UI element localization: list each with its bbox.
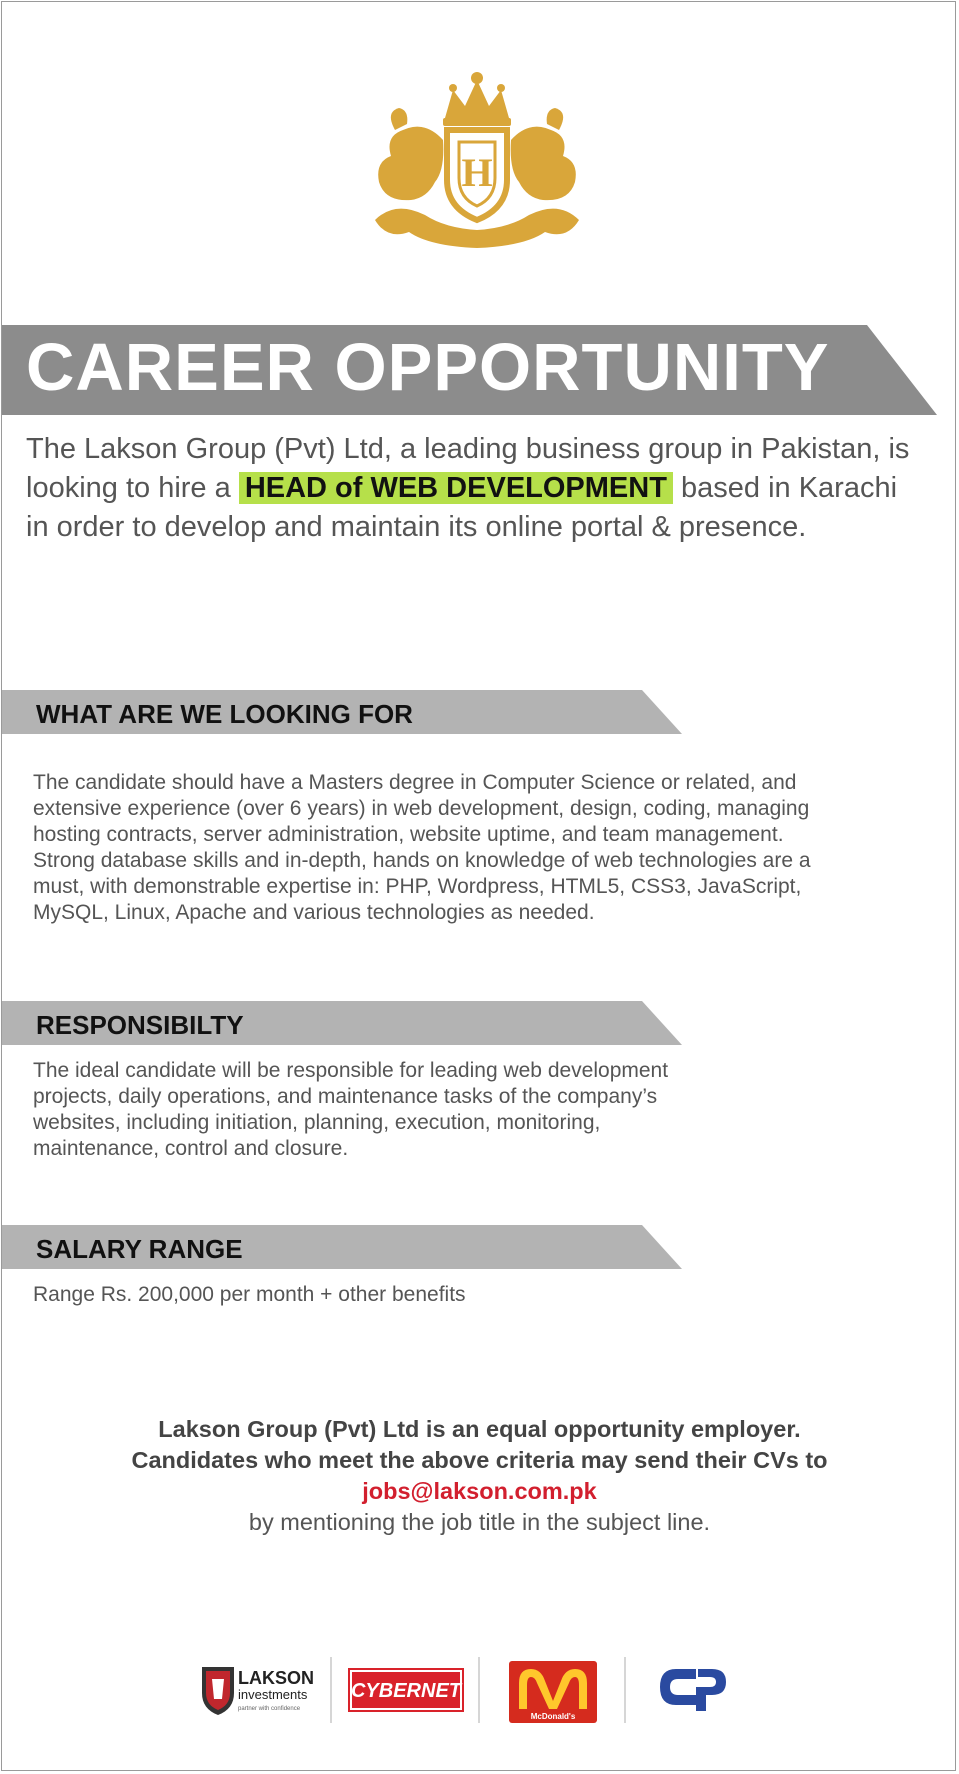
criteria-line: Candidates who meet the above criteria may send their CVs to [131, 1447, 828, 1473]
section-heading: WHAT ARE WE LOOKING FOR [36, 699, 413, 729]
paragraph-line: extensive experience (over 6 years) in web development, design, coding, managing [33, 797, 810, 820]
section-header-looking-for [2, 690, 682, 734]
section-header-responsibility [2, 1001, 682, 1045]
section-heading: SALARY RANGE [36, 1234, 243, 1264]
lakson-investments-logo [200, 1665, 320, 1717]
logo-divider [478, 1657, 480, 1723]
section-heading: RESPONSIBILTY [36, 1010, 244, 1040]
lakson-sub: investments [238, 1687, 308, 1702]
paragraph-line: The ideal candidate will be responsible for leading web development [33, 1059, 669, 1082]
email-link[interactable]: jobs@lakson.com.pk [362, 1478, 597, 1504]
equal-opportunity-line: Lakson Group (Pvt) Ltd is an equal opportunity employer. [158, 1416, 801, 1442]
closing-block [0, 1414, 959, 1538]
salary-paragraph [33, 1282, 466, 1308]
mcdonalds-logo [509, 1661, 597, 1723]
paragraph-line: The candidate should have a Masters degree in Computer Science or related, and [33, 771, 797, 794]
cybernet-text: CYBERNET [350, 1680, 462, 1702]
mcdonalds-text: McDonald's [530, 1712, 576, 1721]
logo-divider [330, 1657, 332, 1723]
page-title: CAREER OPPORTUNITY [26, 330, 830, 405]
paragraph-line: projects, daily operations, and maintenance tasks of the company’s [33, 1085, 658, 1108]
logo-divider [624, 1657, 626, 1723]
job-title-highlight: HEAD of WEB DEVELOPMENT [239, 472, 673, 504]
intro-text-after: based in Karachi in order to develop and maintain its online portal & presence. [26, 472, 898, 543]
paragraph-line: Range Rs. 200,000 per month + other benefits [33, 1283, 466, 1306]
responsibility-paragraph [33, 1058, 668, 1162]
paragraph-line: hosting contracts, server administration, website uptime, and team management. [33, 823, 784, 846]
cp-logo [658, 1665, 728, 1715]
paragraph-line: Strong database skills and in-depth, hands on knowledge of web technologies are a [33, 849, 811, 872]
looking-for-paragraph [33, 770, 811, 926]
crest-letter: H [461, 150, 493, 195]
paragraph-line: MySQL, Linux, Apache and various technologies as needed. [33, 901, 595, 924]
cp-mark-text: cp [658, 1665, 660, 1666]
subject-line-note: by mentioning the job title in the subject line. [248, 1509, 711, 1535]
lakson-name: LAKSON [238, 1668, 314, 1688]
lakson-tagline: partner with confidence [238, 1706, 301, 1712]
cybernet-logo [348, 1668, 464, 1712]
intro-paragraph [26, 430, 926, 547]
paragraph-line: websites, including initiation, planning, execution, monitoring, [33, 1111, 601, 1134]
paragraph-line: maintenance, control and closure. [33, 1137, 349, 1160]
section-header-salary [2, 1225, 682, 1269]
paragraph-line: must, with demonstrable expertise in: PHP, Wordpress, HTML5, CSS3, JavaScript, [33, 875, 802, 898]
intro-text-before: The Lakson Group (Pvt) Ltd, a leading business group in Pakistan, is looking to hire a [26, 433, 910, 504]
crest-logo [335, 70, 620, 250]
career-banner [2, 325, 937, 415]
